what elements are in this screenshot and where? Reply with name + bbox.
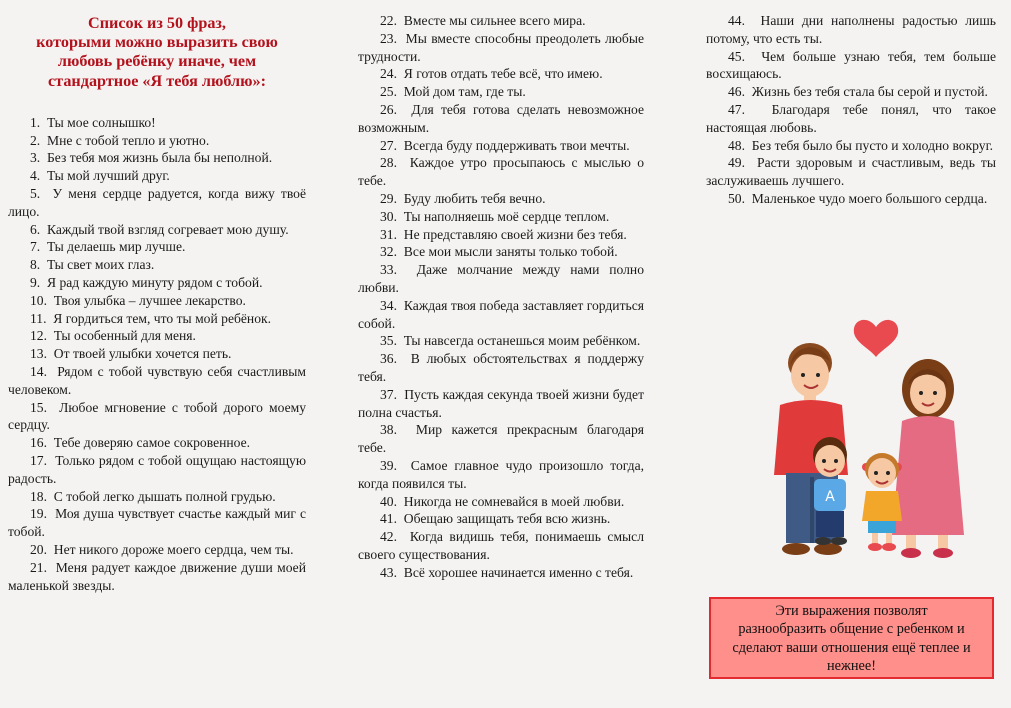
phrase-number: 18. <box>30 488 47 504</box>
phrase-item <box>8 541 306 559</box>
phrase-text: Для тебя готова сделать невозможное возможным. <box>358 101 644 135</box>
phrase-text: Не представляю своей жизни без тебя. <box>403 226 627 242</box>
phrase-item <box>8 345 306 363</box>
phrase-item <box>8 256 306 274</box>
phrase-text: Я гордиться тем, что ты мой ребёнок. <box>53 310 271 326</box>
phrase-number: 5. <box>30 186 41 201</box>
phrase-number: 26. <box>380 101 397 117</box>
phrase-number: 44. <box>728 13 745 28</box>
phrase-item <box>8 292 306 310</box>
phrase-number: 30. <box>380 208 397 224</box>
phrase-item <box>8 327 306 345</box>
phrase-item <box>8 132 306 150</box>
phrase-number: 3. <box>30 150 41 166</box>
phrase-item <box>358 350 644 386</box>
phrase-text: Все мои мысли заняты только тобой. <box>403 244 618 260</box>
phrase-item <box>8 238 306 256</box>
phrase-text: Всё хорошее начинается именно с тебя. <box>403 564 634 580</box>
phrase-number: 23. <box>380 30 397 46</box>
phrase-item <box>8 363 306 399</box>
phrase-item <box>358 30 644 66</box>
phrase-number: 40. <box>380 493 397 509</box>
phrase-number: 2. <box>30 132 41 148</box>
phrase-item <box>358 510 644 528</box>
phrase-number: 32. <box>380 244 397 260</box>
phrase-number: 4. <box>30 168 41 184</box>
phrase-item <box>358 564 644 582</box>
phrase-text: Мне с тобой тепло и уютно. <box>47 132 210 148</box>
phrase-text: Моя душа чувствует счастье каждый миг с тобой. <box>8 506 306 540</box>
phrase-number: 35. <box>380 333 397 349</box>
phrase-text: Чем больше узнаю тебя, тем больше восхищаюсь. <box>706 48 996 82</box>
phrase-text: Расти здоровым и счастливым, ведь ты заслуживаешь лучшего. <box>706 155 996 189</box>
phrase-text: Когда видишь тебя, понимаешь смысл своего существования. <box>358 529 644 562</box>
phrase-number: 39. <box>380 457 397 473</box>
phrase-number: 31. <box>380 226 397 242</box>
phrase-text: Ты особенный для меня. <box>53 328 196 344</box>
phrase-item <box>8 221 306 239</box>
phrase-text: Каждая твоя победа заставляет гордиться собой. <box>358 297 644 331</box>
phrase-number: 27. <box>380 137 397 153</box>
phrase-item <box>706 190 996 208</box>
phrase-item <box>358 137 644 155</box>
phrase-number: 7. <box>30 239 41 255</box>
phrase-item <box>706 137 996 155</box>
phrase-item <box>358 457 644 493</box>
column-1 <box>8 0 306 594</box>
phrase-number: 33. <box>380 262 397 278</box>
phrase-text: Никогда не сомневайся в моей любви. <box>403 493 625 509</box>
page-title: Список из 50 фраз, которыми можно выразить свою любовь ребёнку иначе, чем стандартное «Я тебя люблю»: <box>36 14 278 90</box>
phrase-number: 50. <box>728 190 745 206</box>
phrase-item <box>358 528 644 564</box>
phrase-text: В любых обстоятельствах я поддержу тебя. <box>358 351 644 384</box>
phrase-item <box>706 154 996 190</box>
phrase-number: 43. <box>380 564 397 580</box>
phrase-item <box>358 332 644 350</box>
phrase-text: Обещаю защищать тебя всю жизнь. <box>403 511 611 527</box>
phrase-number: 14. <box>30 363 47 379</box>
phrase-item <box>706 48 996 84</box>
phrase-text: Благодаря тебе понял, что такое настоящая любовь. <box>706 101 997 135</box>
phrase-item <box>358 208 644 226</box>
phrase-item <box>358 226 644 244</box>
phrase-number: 34. <box>380 297 397 313</box>
phrase-number: 24. <box>380 66 397 82</box>
phrase-number: 6. <box>30 221 41 237</box>
phrase-number: 41. <box>380 511 397 527</box>
phrase-number: 25. <box>380 84 397 100</box>
phrase-number: 16. <box>30 435 47 451</box>
phrase-item <box>358 12 644 30</box>
phrase-text: Мы вместе способны преодолеть любые трудности. <box>358 30 645 64</box>
phrase-item <box>8 310 306 328</box>
phrase-item <box>8 185 306 221</box>
phrase-text: Ты наполняешь моё сердце теплом. <box>403 208 610 224</box>
phrase-text: Ты делаешь мир лучше. <box>47 239 186 255</box>
phrase-item <box>358 421 644 457</box>
phrase-number: 42. <box>380 529 397 545</box>
phrase-item <box>8 167 306 185</box>
phrase-text: Всегда буду поддерживать твои мечты. <box>403 137 630 153</box>
phrase-item <box>8 559 306 595</box>
phrase-text: Ты свет моих глаз. <box>47 257 155 273</box>
phrase-number: 10. <box>30 292 47 308</box>
family-icon <box>768 305 990 560</box>
phrase-number: 38. <box>380 422 397 438</box>
phrase-item <box>8 149 306 167</box>
column-2 <box>358 0 644 582</box>
phrase-text: Мой дом там, где ты. <box>403 84 526 100</box>
phrase-text: Каждый твой взгляд согревает мою душу. <box>47 221 289 237</box>
phrase-number: 12. <box>30 328 47 344</box>
phrase-text: Твоя улыбка – лучшее лекарство. <box>53 292 246 308</box>
phrase-number: 1. <box>30 114 41 130</box>
phrase-item <box>358 261 644 297</box>
phrase-item <box>8 505 306 541</box>
phrase-text: Рядом с тобой чувствую себя счастливым человеком. <box>8 363 307 397</box>
phrase-text: Без тебя было бы пусто и холодно вокруг. <box>751 137 994 153</box>
phrase-text: Тебе доверяю самое сокровенное. <box>53 435 251 451</box>
phrase-item <box>358 243 644 261</box>
phrase-text: Самое главное чудо произошло тогда, когда появился ты. <box>358 457 644 491</box>
phrase-item <box>706 101 996 137</box>
phrase-text: Ты навсегда останешься моим ребёнком. <box>403 333 641 349</box>
phrase-number: 47. <box>728 101 745 117</box>
phrase-item <box>8 114 306 132</box>
phrase-text: Мир кажется прекрасным благодаря тебе. <box>358 422 644 456</box>
phrase-item <box>358 65 644 83</box>
phrase-item <box>8 274 306 292</box>
phrase-number: 13. <box>30 346 47 362</box>
phrase-list-3 <box>706 12 996 208</box>
phrase-number: 21. <box>30 559 47 575</box>
column-3 <box>706 0 996 208</box>
svg-text:A: A <box>825 489 835 505</box>
phrase-text: Маленькое чудо моего большого сердца. <box>751 190 988 206</box>
phrase-number: 48. <box>728 137 745 153</box>
phrase-item <box>358 83 644 101</box>
phrase-text: У меня сердце радуется, когда вижу твоё лицо. <box>8 186 307 219</box>
phrase-item <box>358 101 644 137</box>
phrase-text: Каждое утро просыпаюсь с мыслью о тебе. <box>358 155 644 189</box>
phrase-number: 28. <box>380 155 397 171</box>
phrase-item <box>358 386 644 422</box>
phrase-text: Наши дни наполнены радостью лишь потому, что есть ты. <box>706 13 996 46</box>
phrase-item <box>8 434 306 452</box>
phrase-item <box>8 488 306 506</box>
phrase-text: Даже молчание между нами полно любви. <box>358 262 645 295</box>
phrase-number: 9. <box>30 274 41 290</box>
phrase-number: 45. <box>728 48 745 64</box>
phrase-text: Ты мое солнышко! <box>47 114 156 130</box>
phrase-number: 49. <box>728 155 745 171</box>
phrase-number: 29. <box>380 190 397 206</box>
phrase-list-2 <box>358 12 644 582</box>
phrase-item <box>358 190 644 208</box>
phrase-number: 36. <box>380 351 397 367</box>
phrase-text: С тобой легко дышать полной грудью. <box>53 488 276 504</box>
phrase-text: Без тебя моя жизнь была бы неполной. <box>47 150 273 166</box>
summary-note: Эти выражения позволят разнообразить общение с ребенком и сделают ваши отношения ещё теплее и нежнее! <box>709 597 994 679</box>
phrase-number: 46. <box>728 84 745 100</box>
phrase-number: 19. <box>30 506 47 522</box>
phrase-text: Жизнь без тебя стала бы серой и пустой. <box>751 84 988 100</box>
phrase-number: 8. <box>30 257 41 273</box>
phrase-text: Только рядом с тобой ощущаю настоящую радость. <box>8 452 306 486</box>
phrase-list-1 <box>8 114 306 595</box>
phrase-item <box>8 452 306 488</box>
phrase-text: Пусть каждая секунда твоей жизни будет полна счастья. <box>358 386 645 420</box>
phrase-item <box>358 154 644 190</box>
phrase-number: 20. <box>30 541 47 557</box>
phrase-number: 17. <box>30 452 47 468</box>
phrase-item <box>706 12 996 48</box>
phrase-item <box>8 399 306 435</box>
phrase-text: Буду любить тебя вечно. <box>403 190 546 206</box>
phrase-text: Нет никого дороже моего сердца, чем ты. <box>53 541 294 557</box>
phrase-text: Ты мой лучший друг. <box>47 168 170 184</box>
phrase-item <box>358 493 644 511</box>
phrase-text: Я готов отдать тебе всё, что имею. <box>403 66 603 82</box>
phrase-text: Любое мгновение с тобой дорого моему сердцу. <box>8 399 307 433</box>
phrase-number: 11. <box>30 310 47 326</box>
phrase-item <box>706 83 996 101</box>
phrase-item <box>358 297 644 333</box>
phrase-text: Вместе мы сильнее всего мира. <box>403 13 586 28</box>
phrase-number: 37. <box>380 386 397 402</box>
phrase-text: От твоей улыбки хочется петь. <box>53 346 232 362</box>
phrase-text: Меня радует каждое движение души моей маленькой звезды. <box>8 559 306 593</box>
phrase-number: 22. <box>380 13 397 28</box>
phrase-text: Я рад каждую минуту рядом с тобой. <box>47 274 263 290</box>
phrase-number: 15. <box>30 399 47 415</box>
